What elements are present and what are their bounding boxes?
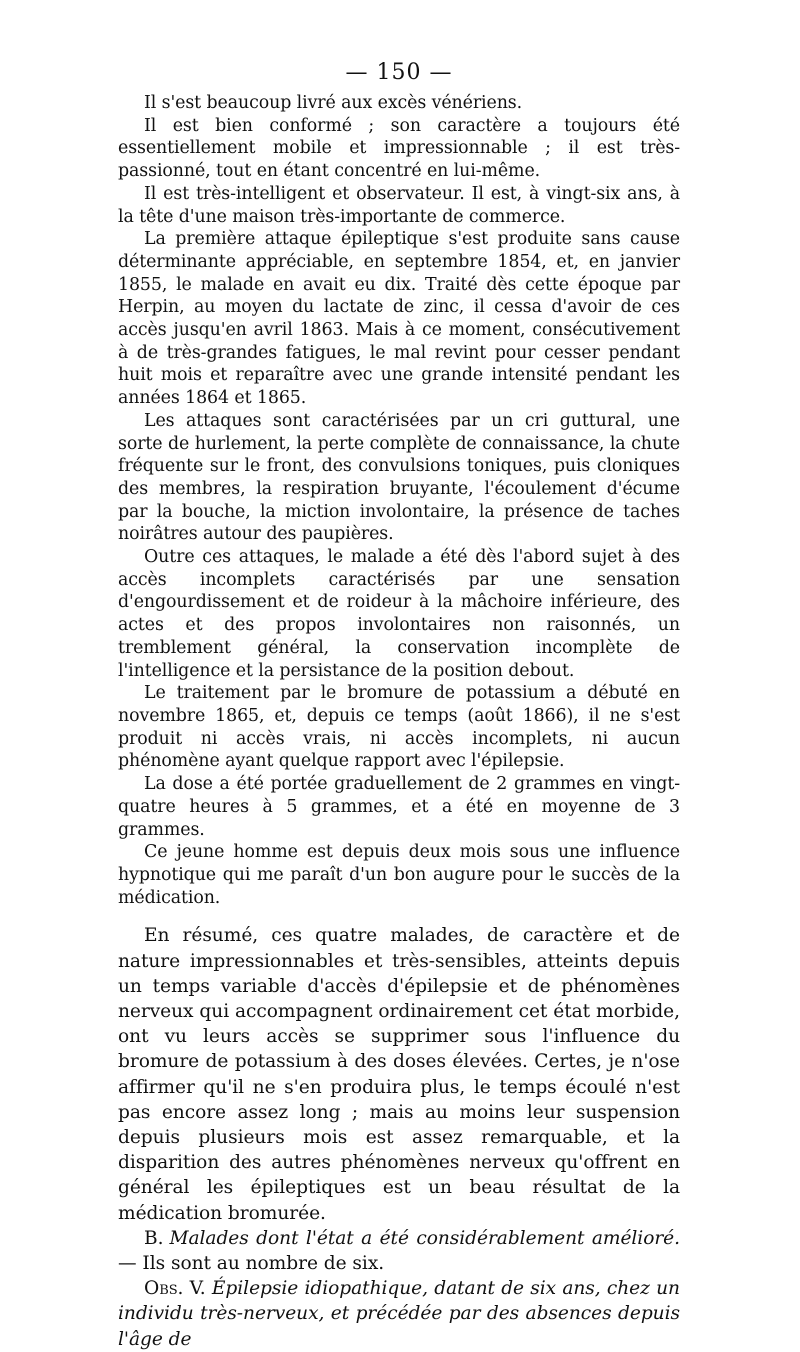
paragraph: Outre ces attaques, le malade a été dès l'abord sujet à des accès incomplets caractérisés par une sensation d'engourdissement et de roideur à la mâchoire inférieure, des actes et des propos involontaires non raisonnés, un tremblement général, la conservation incomplète de l'intelligence et la persistance de la position debout. <box>118 547 680 681</box>
paragraph: Les attaques sont caractérisées par un cri guttural, une sorte de hurlement, la perte complète de connaissance, la chute fréquente sur le front, des convulsions toniques, puis cloniques des membres, la respiration bruyante, l'écoulement d'écume par la bouche, la miction involontaire, la présence de taches noirâtres autour des paupières. <box>118 410 680 545</box>
case-description <box>118 92 680 909</box>
paragraph: Il s'est beaucoup livré aux excès vénériens. <box>144 93 523 113</box>
paragraph: La dose a été portée graduellement de 2 grammes en vingt-quatre heures à 5 grammes, et a été en moyenne de 3 grammes. <box>118 774 680 840</box>
summary-paragraph: En résumé, ces quatre malades, de caractère et de nature impressionnables et très-sensibles, atteints depuis un temps variable d'accès d'épilepsie et de phénomènes nerveux qui accompagnent ordinairement cet état morbide, ont vu leurs accès se supprimer sous l'influence du bromure de potassium à des doses élevées. Certes, je n'ose affirmer qu'il ne s'en produira plus, le temps écoulé n'est pas encore assez long ; mais au moins leur suspension depuis plusieurs mois est assez remarquable, et la disparition des autres phénomènes nerveux qu'offrent en général les épileptiques est un beau résultat de la médication bromurée. <box>118 925 680 1224</box>
section-title: Malades dont l'état a été considérablement amélioré. <box>169 1227 680 1249</box>
section-rest: — Ils sont au nombre de six. <box>118 1252 385 1274</box>
paragraph: Il est bien conformé ; son caractère a toujours été essentiellement mobile et impressionnable ; il est très-passionné, tout en étant concentré en lui-même. <box>118 115 680 182</box>
observation-heading <box>118 1276 680 1352</box>
paragraph: Le traitement par le bromure de potassium a débuté en novembre 1865, et, depuis ce temps (août 1866), il ne s'est produit ni accès vrais, ni accès incomplets, ni aucun phénomène ayant quelque rapport avec l'épilepsie. <box>118 683 680 772</box>
paragraph: La première attaque épileptique s'est produite sans cause déterminante appréciable, en septembre 1854, et, en janvier 1855, le malade en avait eu dix. Traité dès cette époque par Herpin, au moyen du lactate de zinc, il cessa d'avoir de ces accès jusqu'en avril 1863. Mais à ce moment, consécutivement à de très-grandes fatigues, le mal revint pour cesser pendant huit mois et reparaître avec une grande intensité pendant les années 1864 et 1865. <box>118 229 680 409</box>
observation-label: Obs. V. <box>144 1278 206 1300</box>
main-text <box>118 923 680 1351</box>
section-marker: B. <box>144 1227 164 1249</box>
observation-title: Épilepsie idiopathique, datant de six ans, chez un individu très-nerveux, et précédée par des absences depuis l'âge de <box>118 1278 680 1350</box>
page-number: — 150 — <box>345 60 453 85</box>
book-page <box>118 58 680 1352</box>
paragraph: Ce jeune homme est depuis deux mois sous une influence hypnotique qui me paraît d'un bon augure pour le succès de la médication. <box>118 842 680 908</box>
paragraph: Il est très-intelligent et observateur. Il est, à vingt-six ans, à la tête d'une maison très-importante de commerce. <box>118 183 680 227</box>
section-b-heading <box>118 1226 680 1276</box>
